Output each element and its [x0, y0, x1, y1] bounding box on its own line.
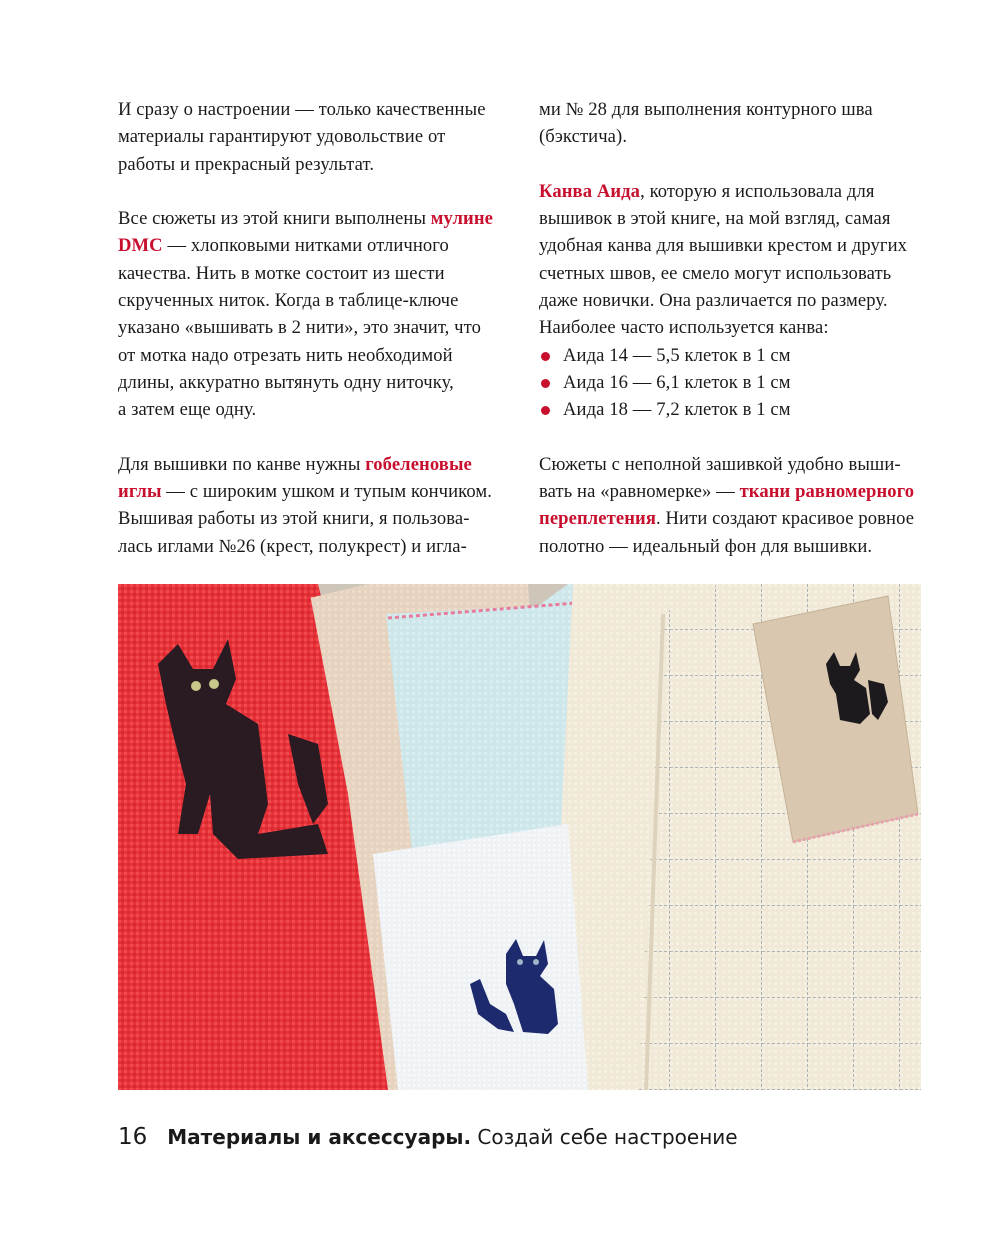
text-line: полотно — идеальный фон для вышивки. [539, 535, 873, 557]
page-number: 16 [118, 1124, 148, 1150]
text-line [118, 232, 508, 259]
text-span: Для вышивки по канве нужны [118, 453, 366, 475]
text-line: счетных швов, ее смело могут использовать [539, 262, 892, 284]
text-span: Все сюжеты из этой книги выполнены [118, 208, 431, 230]
highlight-term: ткани равномерного [739, 481, 915, 503]
bullet-item: Аида 16 — 6,1 клеток в 1 см [539, 369, 929, 396]
cat-eye [191, 681, 201, 691]
paragraph-gap [118, 424, 508, 451]
cat-eye [517, 959, 523, 965]
photo-illustration [118, 584, 921, 1090]
text-line [539, 478, 929, 505]
text-line: (бэкстича). [539, 126, 628, 148]
cat-eye [533, 959, 539, 965]
text-line [118, 451, 508, 478]
text-line: качества. Нить в мотке состоит из шести [118, 262, 445, 284]
text-line: удобная канва для вышивки крестом и других [539, 235, 908, 257]
text-line [539, 178, 929, 205]
canvas-fabrics-photo [118, 584, 921, 1090]
highlight-term: гобеленовые [365, 453, 472, 475]
paragraph-gap [118, 178, 508, 205]
text-line [118, 205, 508, 232]
highlight-term: иглы [118, 481, 162, 503]
text-span: — хлопковыми нитками отличного [162, 235, 449, 257]
text-line: материалы гарантируют удовольствие от [118, 126, 446, 148]
left-column [118, 96, 508, 560]
text-line: работы и прекрасный результат. [118, 153, 375, 175]
highlight-term: мулине [430, 208, 494, 230]
text-span: , которую я использовала для [640, 180, 875, 202]
text-span: — с широким ушком и тупым кончиком. [161, 481, 492, 503]
text-line: И сразу о настроении — только качественные [118, 99, 486, 120]
paragraph-gap [539, 151, 929, 178]
text-span: . Нити создают красивое ровное [656, 508, 915, 530]
highlight-term: Канва Аида [539, 180, 641, 202]
text-line: скрученных ниток. Когда в таблице-ключе [118, 290, 459, 312]
text-line: а затем еще одну. [118, 399, 257, 421]
text-line: указано «вышивать в 2 нити», это значит, что [118, 317, 481, 339]
cat-eye [209, 679, 219, 689]
text-line: Сюжеты с неполной зашивкой удобно выши- [539, 453, 901, 475]
bullet-item: Аида 18 — 7,2 клеток в 1 см [539, 396, 929, 423]
highlight-term: DMC [118, 235, 163, 257]
text-span: вать на «равномерке» — [539, 481, 740, 503]
bullet-item: Аида 14 — 5,5 клеток в 1 см [539, 342, 929, 369]
white-aida-fabric [373, 824, 588, 1090]
text-line [118, 478, 508, 505]
text-line: от мотка надо отрезать нить необходимой [118, 344, 453, 366]
text-line: лась иглами №26 (крест, полукрест) и игла- [118, 535, 467, 557]
right-column [539, 96, 929, 560]
text-line: ми № 28 для выполнения контурного шва [539, 99, 873, 120]
text-line [539, 505, 929, 532]
page-footer [118, 1121, 738, 1153]
section-subtitle: Создай себе настроение [471, 1125, 738, 1149]
text-line: длины, аккуратно вытянуть одну ниточку, [118, 371, 454, 393]
paragraph-gap [539, 424, 929, 451]
text-line: даже новички. Она различается по размеру. [539, 290, 888, 312]
text-line: вышивок в этой книге, на мой взгляд, самая [539, 208, 891, 230]
text-line: Вышивая работы из этой книги, я пользова- [118, 508, 470, 530]
text-line: Наиболее часто используется канва: [539, 317, 829, 339]
section-title: Материалы и аксессуары. [167, 1125, 472, 1149]
highlight-term: переплетения [539, 508, 657, 530]
